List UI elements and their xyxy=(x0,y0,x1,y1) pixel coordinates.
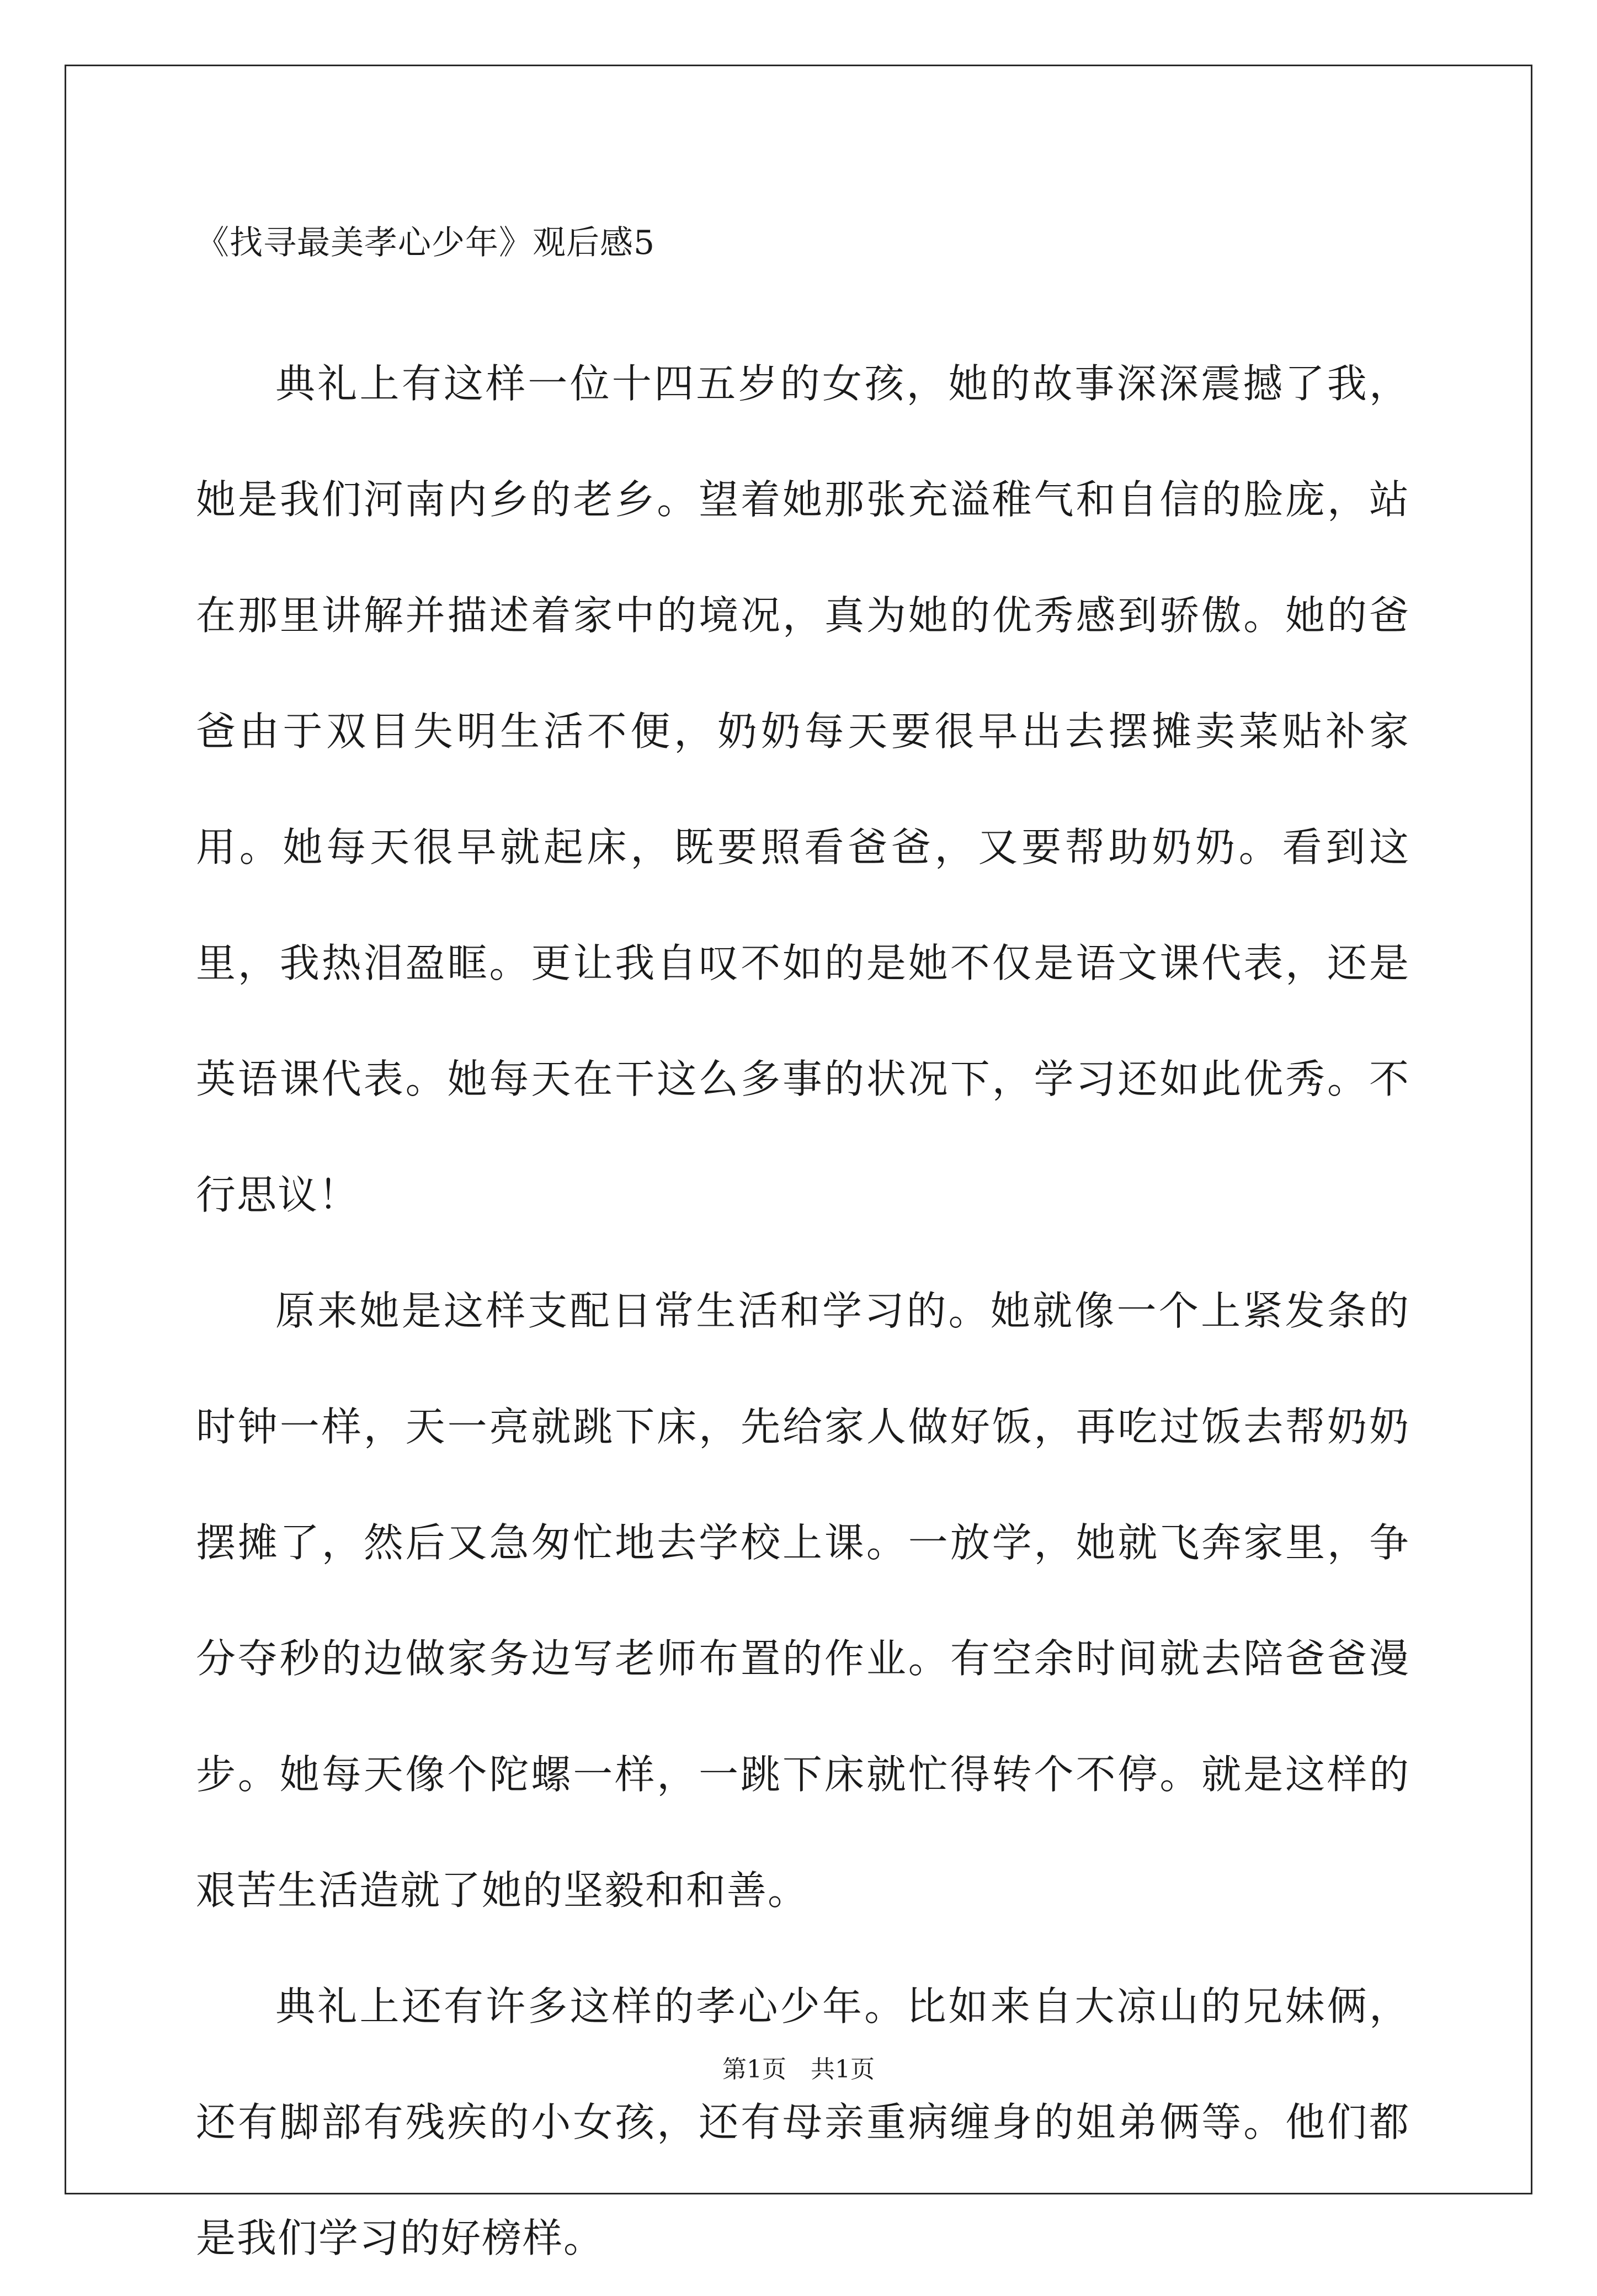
document-body xyxy=(196,326,1410,2296)
page-total: 共1页 xyxy=(811,2055,875,2084)
paragraph-2: 原来她是这样支配日常生活和学习的。她就像一个上紧发条的时钟一样，天一亮就跳下床，先给家人做好饭，再吃过饭去帮奶奶摆摊了，然后又急匆忙地去学校上课。一放学，她就飞奔家里，争分夺秒的边做家务边写老师布置的作业。有空余时间就去陪爸爸漫步。她每天像个陀螺一样，一跳下床就忙得转个不停。就是这样的艰苦生活造就了她的坚毅和和善。 xyxy=(196,1288,1410,1914)
document-title: 《找寻最美孝心少年》观后感5 xyxy=(196,224,656,262)
paragraph-1: 典礼上有这样一位十四五岁的女孩，她的故事深深震撼了我，她是我们河南内乡的老乡。望着她那张充溢稚气和自信的脸庞，站在那里讲解并描述着家中的境况，真为她的优秀感到骄傲。她的爸爸由于双目失明生活不便，奶奶每天要很早出去摆摊卖菜贴补家用。她每天很早就起床，既要照看爸爸，又要帮助奶奶。看到这里，我热泪盈眶。更让我自叹不如的是她不仅是语文课代表，还是英语课代表。她每天在干这么多事的状况下，学习还如此优秀。不行思议！ xyxy=(196,360,1410,1218)
paragraph-3: 典礼上还有许多这样的孝心少年。比如来自大凉山的兄妹俩，还有脚部有残疾的小女孩，还有母亲重病缠身的姐弟俩等。他们都是我们学习的好榜样。 xyxy=(196,1983,1410,2261)
page-footer xyxy=(0,2053,1597,2086)
page-number: 第1页 xyxy=(722,2055,786,2084)
